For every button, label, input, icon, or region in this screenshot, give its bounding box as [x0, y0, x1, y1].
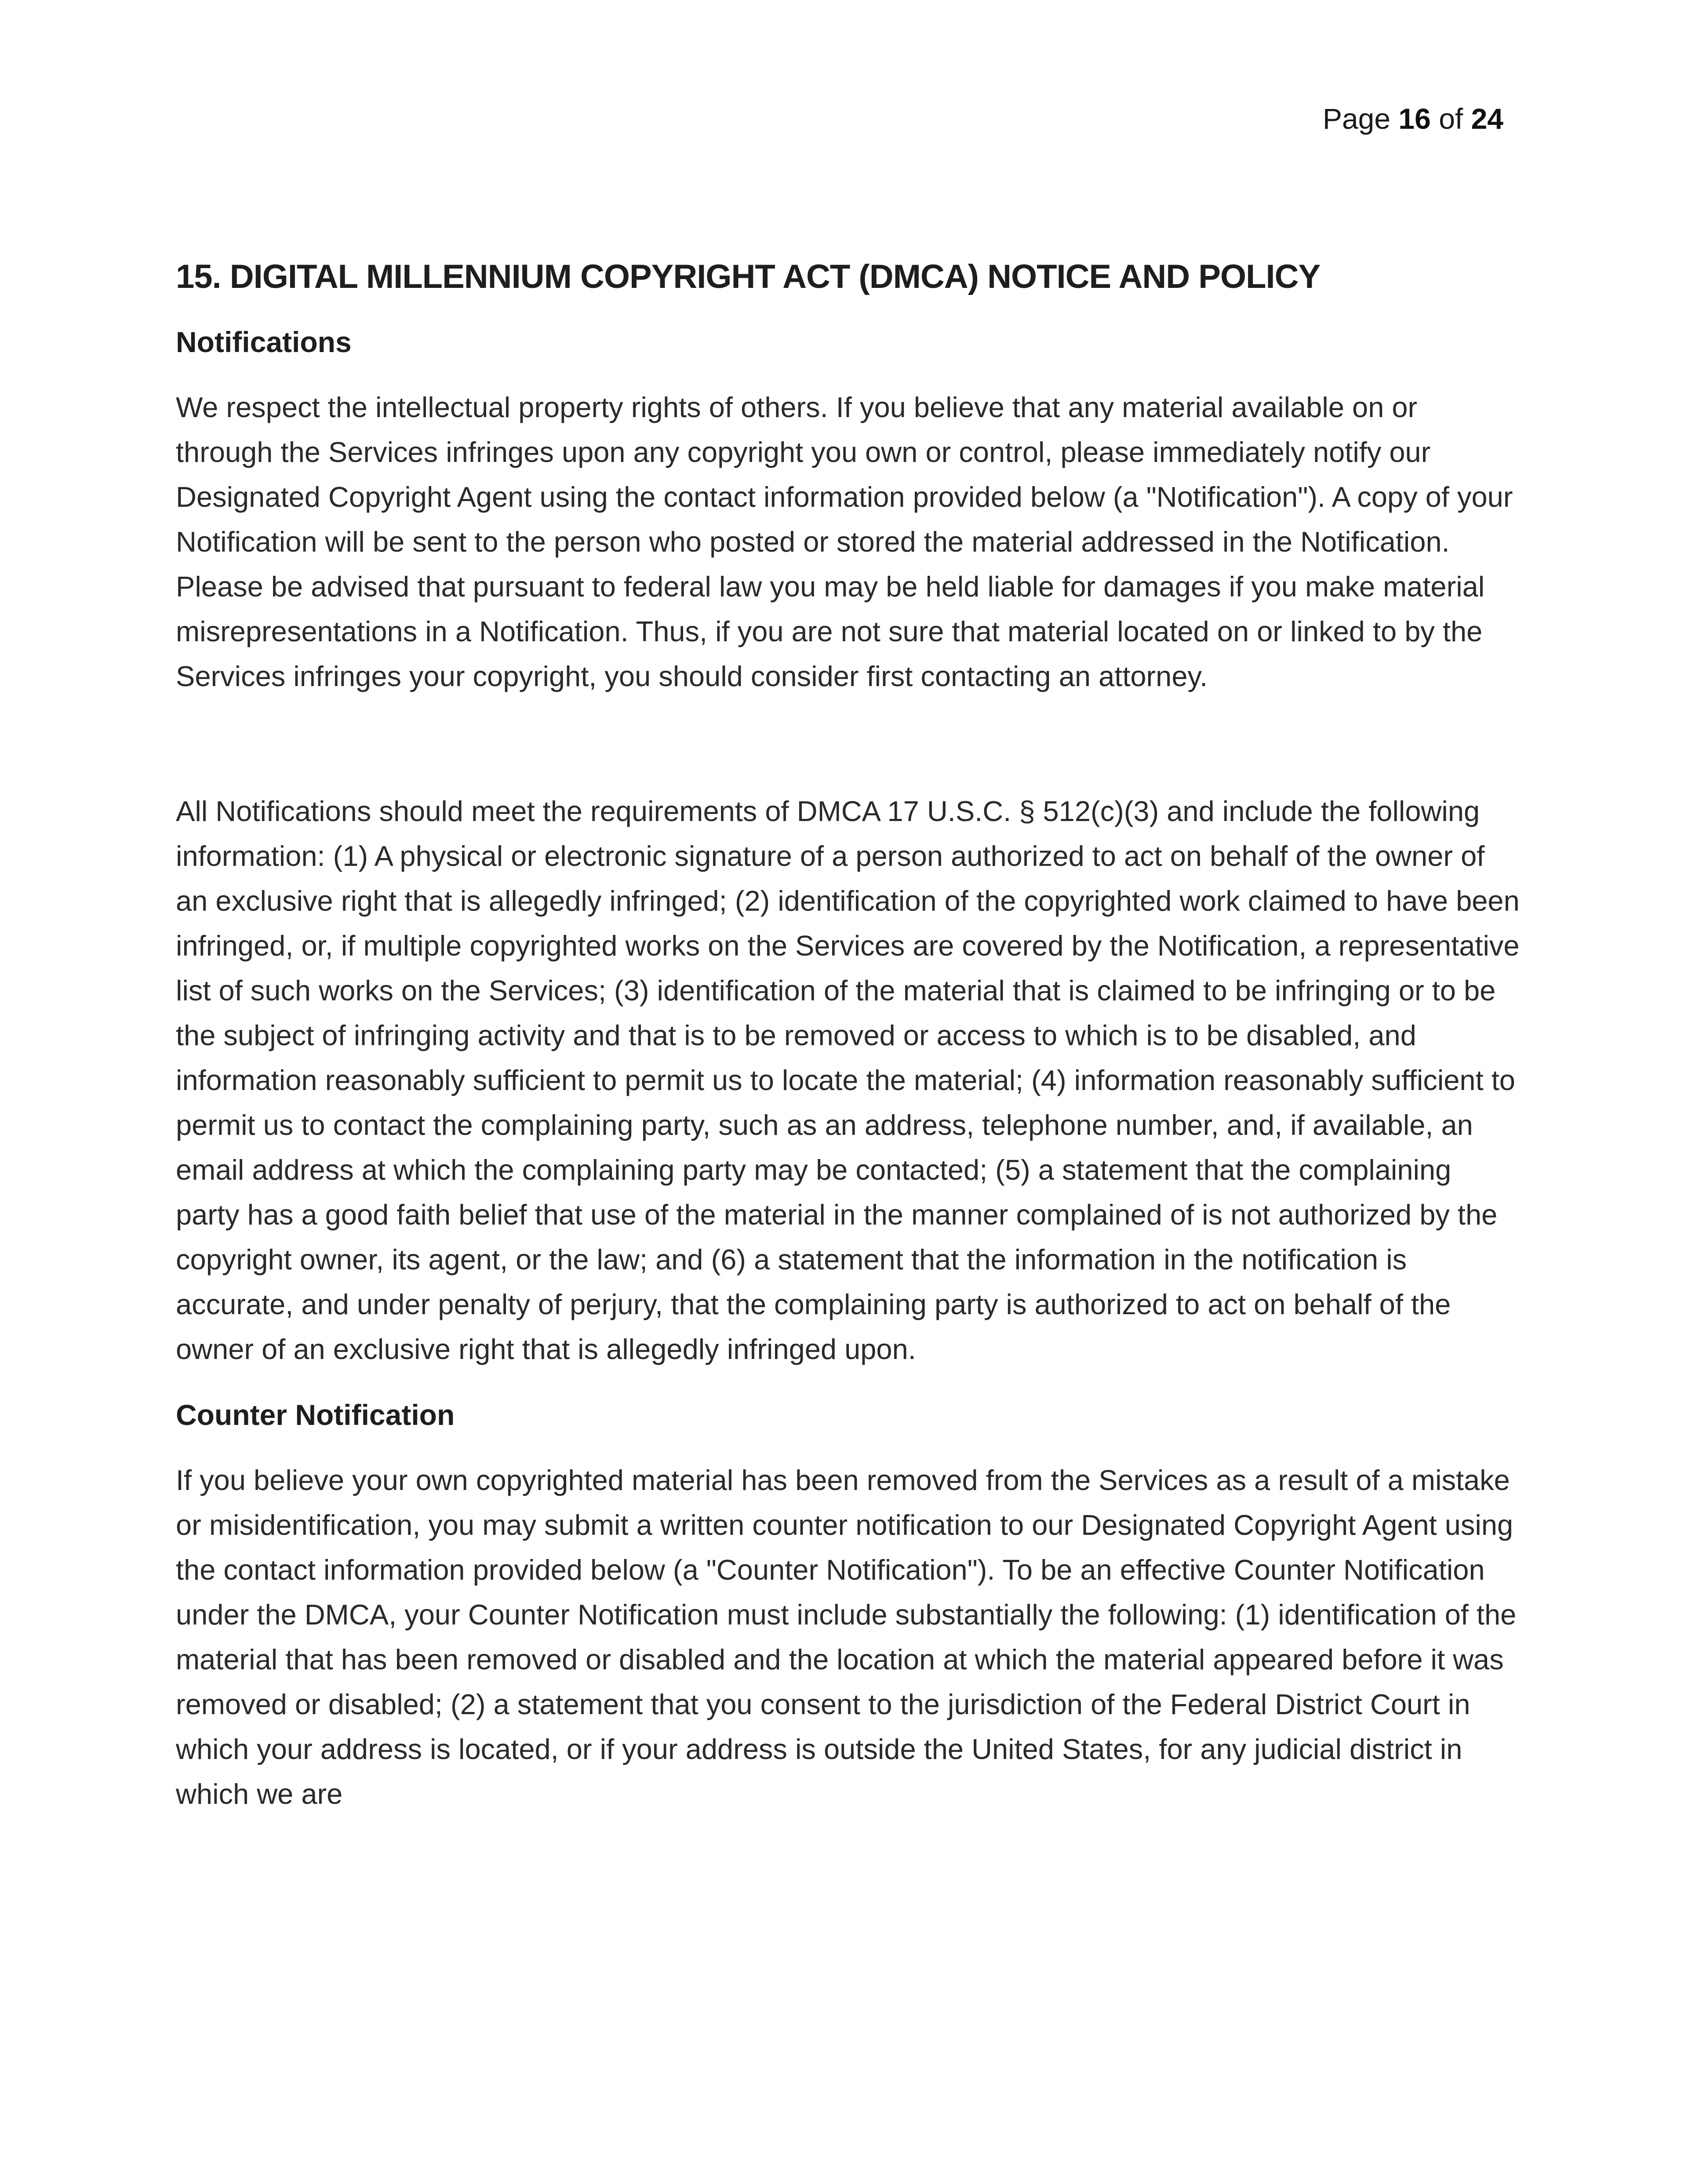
page-content	[176, 253, 1521, 1817]
counter-notification-paragraph: If you believe your own copyrighted material has been removed from the Services as a result of a mistake or misidentification, you may submit a written counter notification to our Designated Copyright Agent using the contact information provided below (a "Counter Notification"). To be an effective Counter Notification under the DMCA, your Counter Notification must include substantially the following: (1) identification of the material that has been removed or disabled and the location at which the material appeared before it was removed or disabled; (2) a statement that you consent to the jurisdiction of the Federal District Court in which your address is located, or if your address is outside the United States, for any judicial district in which we are	[176, 1464, 1517, 1810]
counter-notification-heading: Counter Notification	[176, 1399, 455, 1431]
notifications-heading: Notifications	[176, 326, 352, 358]
page-number-current: 16	[1398, 102, 1431, 135]
page-number-separator: of	[1439, 102, 1463, 135]
page-number-prefix: Page	[1322, 102, 1391, 135]
notifications-paragraph-1: We respect the intellectual property rights of others. If you believe that any material available on or through the Services infringes upon any copyright you own or control, please immediately notify our Designated Copyright Agent using the contact information provided below (a "Notification"). A copy of your Notification will be sent to the person who posted or stored the material addressed in the Notification. Please be advised that pursuant to federal law you may be held liable for damages if you make material misrepresentations in a Notification. Thus, if you are not sure that material located on or linked to by the Services infringes your copyright, you should consider first contacting an attorney.	[176, 391, 1513, 692]
section-title: 15. DIGITAL MILLENNIUM COPYRIGHT ACT (DMCA) NOTICE AND POLICY	[176, 258, 1321, 295]
page-number	[1323, 101, 1503, 136]
page-number-total: 24	[1471, 102, 1503, 135]
notifications-paragraph-2: All Notifications should meet the requirements of DMCA 17 U.S.C. § 512(c)(3) and include the following information: (1) A physical or electronic signature of a person authorized to act on behalf of the owner of an exclusive right that is allegedly infringed; (2) identification of the copyrighted work claimed to have been infringed, or, if multiple copyrighted works on the Services are covered by the Notification, a representative list of such works on the Services; (3) identification of the material that is claimed to be infringing or to be the subject of infringing activity and that is to be removed or access to which is to be disabled, and information reasonably sufficient to permit us to locate the material; (4) information reasonably sufficient to permit us to contact the complaining party, such as an address, telephone number, and, if available, an email address at which the complaining party may be contacted; (5) a statement that the complaining party has a good faith belief that use of the material in the manner complained of is not authorized by the copyright owner, its agent, or the law; and (6) a statement that the information in the notification is accurate, and under penalty of perjury, that the complaining party is authorized to act on behalf of the owner of an exclusive right that is allegedly infringed upon.	[176, 795, 1520, 1365]
